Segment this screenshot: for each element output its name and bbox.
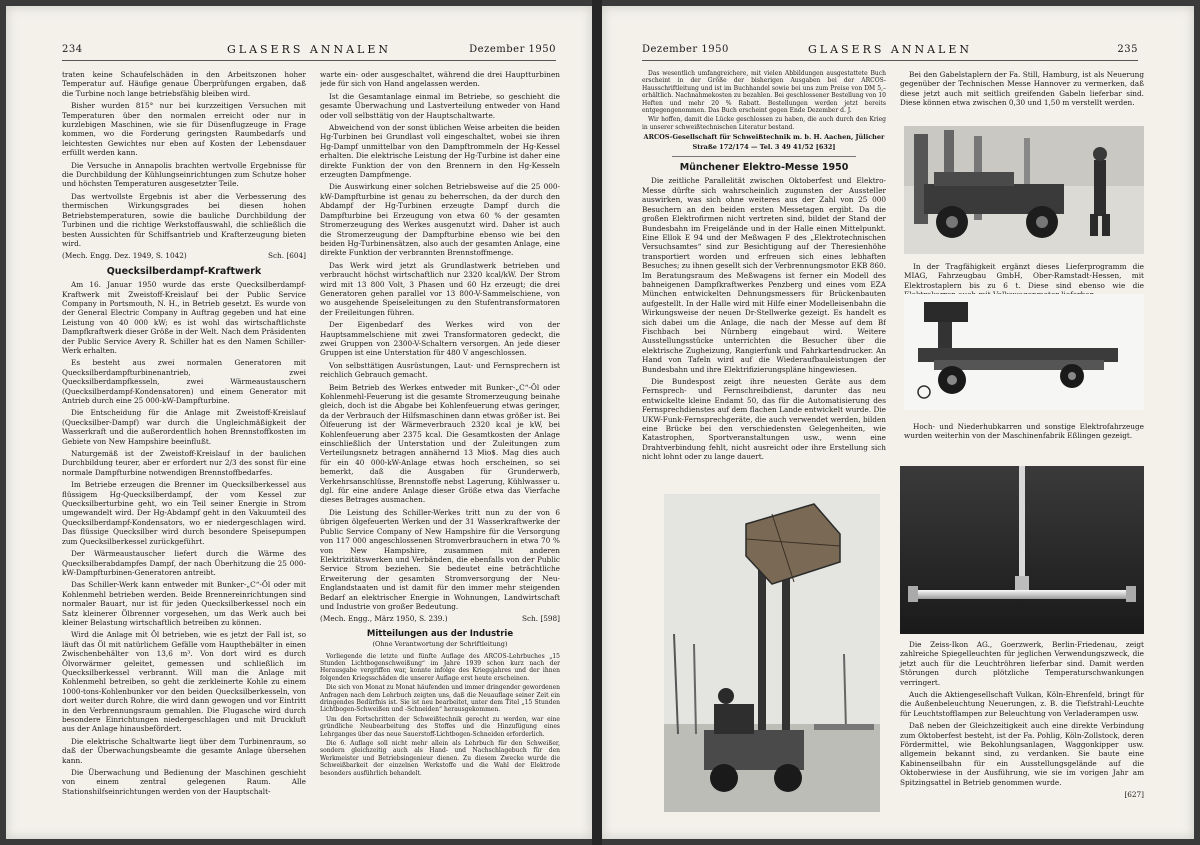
paragraph: Die Versuche in Annapolis brachten wertvolle Ergebnisse für die Durchbildung der Kühlungseinrichtungen zum Schutze hoher und höchsten Temperaturen ausgesetzter Teile. [62, 160, 306, 189]
reference-id: Sch. [598] [521, 614, 560, 624]
truck-photo [904, 126, 1144, 254]
paragraph: Es besteht aus zwei normalen Generatoren mit Quecksilberdampfturbinenantrieb, zwei Quecksilberdampfkesseln, zwei Wärmeaustauschern (Quecksilberdampf-Kondensatoren) und einem Generator mit Antrieb durch eine 25 000-kW-Dampfturbine. [62, 358, 306, 405]
paragraph: Der Wärmeaustauscher liefert durch die Wärme des Quecksilberabdampfes Dampf, der nach Überhitzung die 25 000-kW-Dampfturbinen-Generatoren antreibt. [62, 549, 306, 577]
arcos-address [642, 133, 886, 152]
paragraph: Beim Betrieb des Werkes entweder mit Bunker-„C“-Öl oder Kohlenmehl-Feuerung ist die gesamte Stromerzeugung beinahe gleich, doch ist die Abgabe bei Kohlenfeuerung etwas geringer, da der Verbrauch der Hilfsmaschinen dann etwas größer ist. Bei Ölfeuerung ist der Wärmeverbrauch 2320 kcal je kW, bei Kohlenfeuerung aber 2375 kcal. Die Gesamtkosten der Anlage einschließlich der Unterstation und der Zuleitungen zum Verteilungsnetz betragen annähernd 13 Mio$. Mag dies auch für ein 40 000-kW-Anlage etwas hoch erscheinen, so sei bemerkt, daß die Ausgaben für Grunderwerb, Verkehrsanschlüsse, Brennstoffe nebst Lagerung, Kühlwasser u. dgl. für eine andere Anlage dieser Größe etwa das Vierfache dieses Betrages ausmachen. [320, 382, 560, 505]
paragraph: Ist die Gesamtanlage einmal im Betriebe, so geschieht die gesamte Überwachung und Lastverteilung entweder von Hand oder voll selbsttätig von der Hauptschaltwarte. [320, 91, 560, 120]
cart-caption [904, 422, 1144, 444]
paragraph: Die Auswirkung einer solchen Betriebsweise auf die 25 000-kW-Dampfturbine ist genau zu beherrschen, da der durch den Abdampf der Hg-Turbinen erzeugte Dampf durch die Dampfturbine bei Erzeugung von etwa 60 % der gesamten Stromerzeugung des Werkes ausgenutzt wird. Daher ist auch die Stromerzeugung der Dampfturbine ebenso wie bei den beiden Hg-Turbinensätzen, also auch der gesamten Anlage, eine direkte Funktion der verbrannten Brennstoffmenge. [320, 182, 560, 258]
paragraph: warte ein- oder ausgeschaltet, während die drei Hauptturbinen jede für sich von Hand angelassen werden. [320, 70, 560, 89]
address-text: ARCOS-Gesellschaft für Schweißtechnik m. b. H. Aachen, Jülicher Straße 172/174 — Tel. 3 49 41/52 [643, 133, 885, 151]
left-page [6, 6, 592, 839]
paragraph: Die Zeiss-Ikon AG., Goerzwerk, Berlin-Friedenau, zeigt zahlreiche Spiegelleuchten für jeglichen Verwendungszweck, die jetzt auch für die Leuchtröhren lieferbar sind. Damit werden Störungen durch plötzliche Temperaturschwankungen verringert. [900, 640, 1144, 687]
paragraph: Der Eigenbedarf des Werkes wird von der Hauptsammelschiene mit zwei Transformatoren gedeckt, die zwei Gruppen von 2300-V-Schaltern versorgen. An jede dieser Gruppen ist eine Unterstation für 480 V angeschlossen. [320, 320, 560, 358]
reference-id: Sch. [604] [267, 251, 306, 261]
article-title: Münchener Elektro-Messe 1950 [679, 162, 849, 174]
book-gutter [592, 0, 602, 845]
paragraph: Die Entscheidung für die Anlage mit Zweistoff-Kreislauf (Quecksilber-Dampf) war durch die Ungleichmäßigkeit der Wasserkraft und die außerordentlich hohen Brennstoffkosten im Gebiete von New Hampshire beeinflußt. [62, 408, 306, 446]
arcos-notice [642, 70, 886, 131]
reference-source: (Mech. Engg. Dez. 1949, S. 1042) [62, 251, 187, 261]
issue-date: Dezember 1950 [642, 44, 729, 55]
paragraph: Im Betriebe erzeugen die Brenner im Quecksilberkessel aus flüssigem Hg-Quecksilberdampf, der vom Kessel zur Quecksilberturbine geht, wo ein Teil seiner Energie in Strom umgewandelt wird. Der Hg-Abdampf geht in den Vakuumteil des Quecksilberdampf-Kondensators, wo er niedergeschlagen wird. Das flüssige Quecksilber wird durch besondere Speisepumpen zum Quecksilberkessel zurückgeführt. [62, 480, 306, 546]
paragraph: Das wesentlich umfangreichere, mit vielen Abbildungen ausgestattete Buch erscheint in der Größe der bisherigen Ausgaben bei der ARCOS-Hausschriftleitung und ist im Buchhandel sowie bei uns zum Preise von DM 5,– erhältlich. Nachnahmekosten zu bezahlen. Bei geschlossener Bestellung von 10 Heften und mehr 20 % Rabatt. Bestellungen werden jetzt bereits entgegengenommen. Das Buch erscheint gegen Ende Dezember d. J. [642, 70, 886, 115]
paragraph: Die elektrische Schaltwarte liegt über dem Turbinenraum, so daß der Überwachungsbeamte die gesamte Anlage übersehen kann. [62, 736, 306, 765]
paragraph: Von selbsttätigen Ausrüstungen, Laut- und Fernsprechern ist reichlich Gebrauch gemacht. [320, 360, 560, 380]
paragraph: Die 6. Auflage soll nicht mehr allein als Lehrbuch für den Schweißer, sondern gleichzeitig auch als Hand- und Nachschlagebuch für den Werkmeister und Betriebsingenieur dienen. Zu diesem Zwecke wurde die Schweißbarkeit der einzelnen Werkstoffe und die Wahl der Elektrode besonders ausführlich behandelt. [320, 740, 560, 777]
paragraph: traten keine Schaufelschäden in den Arbeitszonen hoher Temperatur auf. Häufige genaue Überprüfungen ergaben, daß die Turbine noch lange betriebsfähig bleiben wird. [62, 70, 306, 98]
paragraph: Um den Fortschritten der Schweißtechnik gerecht zu werden, war eine gründliche Neubearbeitung des Stoffes und die Hinzufügung eines Lehrganges über das neue Sauerstoff-Lichtbogen-Schneiden erforderlich. [320, 715, 560, 738]
paragraph: Das Werk wird jetzt als Grundlastwerk betrieben und verbraucht höchst wirtschaftlich nur 2320 kcal/kW. Der Strom wird mit 13 800 Volt, 3 Phasen und 60 Hz erzeugt; die drei Generatoren gehen parallel vor 13 800-V-Sammelschiene, von wo ausgehende Speiseleitungen zu den Stufentransformatoren der Freileitungen führen. [320, 260, 560, 317]
paragraph: Hoch- und Niederhubkarren und sonstige Elektrofahrzeuge wurden weiterhin von der Maschinenfabrik Eßlingen gezeigt. [904, 422, 1144, 441]
paragraph: In der Tragfähigkeit ergänzt dieses Lieferprogramm die MIAG, Fahrzeugbau GmbH, Ober-Ramstadt-Hessen, mit Elektrostaplern bis zu 6 t. Diese sind ebenso wie die [904, 262, 1144, 290]
cart-photo [904, 294, 1144, 410]
paragraph: Die Leistung des Schiller-Werkes tritt nun zu der von 6 übrigen ölgefeuerten Werken und der 31 Wasserkraftwerke der Public Service Company of New Hampshire für die Versorgung von 117 000 angeschlossenen Stromverbrauchern in etwa 70 % von New Hampshire, zusammen mit anderen Elektrizitätswerken und Verbänden, die ebenfalls von der Public Service Strom beziehen. Sie bedeutet eine beträchtliche Erweiterung der gesamten Stromversorgung der Neu-Englandstaaten und ist damit für den immer mehr steigenden Bedarf an elektrischer Energie in Wohnungen, Landwirtschaft und Industrie von großer Bedeutung. [320, 507, 560, 611]
right-column-1 [642, 70, 886, 465]
reference-id: [627] [1124, 790, 1144, 800]
paragraph: Bei den Gabelstaplern der Fa. Still, Hamburg, ist als Neuerung gegenüber der Technischen Messe Hannover zu vermerken, daß diese jetzt auch mit seitlich greifenden Gabeln lieferbar sind. Diese können etwa zwischen 0,30 und 1,50 m verstellt werden. [900, 70, 1144, 108]
truck-illustration [904, 126, 1144, 254]
industry-notice [320, 653, 560, 778]
paragraph: Am 16. Januar 1950 wurde das erste Quecksilberdampf-Kraftwerk mit Zweistoff-Kreislauf bei der Public Service Company in Portsmouth, N. H., in Betrieb gesetzt. Es wurde von der General Electric Company in Auftrag gegeben und hat eine Leistung von 40 000 kW; es ist wohl das wirtschaftlichste Dampfkraftwerk dieser Größe in der Welt. Nach dem Präsidenten der Public Service Avery R. Schiller hat es den Namen Schiller-Werk erhalten. [62, 280, 306, 355]
paragraph: Abweichend von der sonst üblichen Weise arbeiten die beiden Hg-Turbinen bei Grundlast voll eingeschaltet, wobei sie ihren Hg-Dampf unmittelbar von den Dampftrommeln der Hg-Kessel erhalten. Die elektrische Leistung der Hg-Turbine ist daher eine direkte Funktion der von den Brennern in den Hg-Kesseln erzeugten Dampfmenge. [320, 123, 560, 180]
paragraph: Wir hoffen, damit die Lücke geschlossen zu haben, die auch durch den Krieg in unserer schweißtechnischen Literatur bestand. [642, 116, 886, 131]
cart-illustration [904, 294, 1144, 410]
paragraph: Bisher wurden 815° nur bei kurzzeitigen Versuchen mit Temperaturen über den normalen erreicht oder nur in kurzlebigen Maschinen, wie sie für Düsenflugzeuge in Frage kommen, wo die Forderung geringsten Raumbedarfs und leichtesten Gewichtes nur eben auf Kosten der Lebensdauer erfüllt werden kann. [62, 101, 306, 158]
section-title: Mitteilungen aus der Industrie [366, 628, 514, 639]
paragraph: Die Überwachung und Bedienung der Maschinen geschieht von einem zentral gelegenen Raum. Alle Stationshilfseinrichtungen werden von der Hauptschalt- [62, 768, 306, 796]
forklift-photo [664, 494, 880, 812]
reference-line [320, 614, 560, 623]
running-head-right [642, 42, 1138, 61]
paragraph: Die sich von Monat zu Monat häufenden und immer dringender gewordenen Anfragen nach dem Lehrbuch zeigten uns, daß die Neuauflage seiner Zeit ein dringendes Bedürfnis ist. Sie ist neu bearbeitet, unter dem Titel „15 Stunden Lichtbogen-Schweißen und -Schneiden“ herausgekommen. [320, 684, 560, 714]
section-subtitle: (Ohne Verantwortung der Schriftleitung) [372, 640, 508, 649]
reference-id: [632] [815, 142, 836, 151]
paragraph: Daß neben der Gleichzeitigkeit auch eine direkte Verbindung zum Oktoberfest besteht, ist der Fa. Pohlig, Köln-Zollstock, deren Fördermittel, wie Bekohlungsanlagen, Waggonkipper usw. allgemein bekannt sind, zu verdanken. Sie baute eine Kabinenseilbahn für ein Ausstellungsgelände auf die Oktoberwiese in der Ausführung, wie sie im vorigen Jahr am Spitzingsattel in Betrieb genommen wurde. [900, 721, 1144, 787]
paragraph: Auch die Aktiengesellschaft Vulkan, Köln-Ehrenfeld, bringt für die Außenbeleuchtung Neuerungen, z. B. die Tiefstrahl-Leuchte für Leuchtstofflampen zur Beleuchtung von Verladerampen usw. [900, 690, 1144, 718]
paragraph: Vorliegende die letzte und fünfte Auflage des ARCOS-Lehrbuches „15 Stunden Lichtbogenschweißung“ im Jahre 1939 schon kurz nach der Herausgabe vergriffen war, konnte infolge des Kriegsjahres und der ihnen folgenden Kriegsschäden die unserer Auflage erst heute erscheinen. [320, 652, 560, 682]
issue-date: Dezember 1950 [469, 44, 556, 55]
page-number: 234 [62, 44, 83, 55]
paragraph: Die Bundespost zeigt ihre neuesten Geräte aus dem Fernsprech- und Fernschreibdienst, darunter das neu entwickelte kleine Endamt 50, das für die Automatisierung des Fernsprechdienstes auf dem flachen Lande entwickelt wurde. Die UKW-Funk-Fernsprechgeräte, die auch verwendet werden, bilden eine Brücke bei den verschiedensten Gelegenheiten, wie Katastrophen, Sportveranstaltungen usw., wenn eine Drahtverbindung fehlt, nicht ausreicht oder ihre Erstellung sich nicht lohnt oder zu lange dauert. [642, 377, 886, 462]
forklift-illustration [664, 494, 880, 812]
left-column-2 [320, 70, 560, 819]
lamp-photo [900, 466, 1144, 634]
left-column-1 [62, 70, 306, 819]
paragraph: Das Schiller-Werk kann entweder mit Bunker-„C“-Öl oder mit Kohlenmehl betrieben werden. Beide Brennereinrichtungen sind normaler Bauart, nur ist für jeden Quecksilberkessel noch ein Satz kleinerer Ölbrenner vorgesehen, um das Werk auch bei kleiner Belastung wirtschaftlich betreiben zu können. [62, 580, 306, 627]
lamp-caption [900, 640, 1144, 800]
lamp-illustration [900, 466, 1144, 634]
running-head-left [62, 42, 556, 61]
page-number: 235 [1117, 44, 1138, 55]
journal-title: GLASERS ANNALEN [807, 43, 972, 56]
article-title: Quecksilberdampf-Kraftwerk [106, 265, 262, 277]
reference-line [62, 251, 306, 260]
reference-source: (Mech. Engg., März 1950, S. 239.) [320, 614, 448, 624]
paragraph: Das wertvollste Ergebnis ist aber die Verbesserung des thermischen Wirkungsgrades bei diesen hohen Betriebstemperaturen, sowie die bauliche Durchbildung der Turbinen und die richtige Werkstoffauswahl, die schließlich die besten Aussichten für Schiffsantrieb und Krafterzeugung bieten wird. [62, 191, 306, 248]
journal-title: GLASERS ANNALEN [226, 43, 391, 56]
paragraph: Die zeitliche Parallelität zwischen Oktoberfest und Elektro-Messe dürfte sich wahrscheinlich zugunsten der Aussteller auswirken, was sich ohne weiteres aus der Zahl von 25 000 Besuchern an den beiden ersten Messetagen ergibt. Da die großen Elektrofirmen nicht vertreten sind, bildet der Stand der Bundesbahn im Freigelände und in der Halle einen Mittelpunkt. Eine Ellok E 94 und der Meßwagen F des „Elektrotechnischen Versuchsamtes“ sind zur Besichtigung auf der Theresienhöhe transportiert worden und erfreuen sich eines lebhaften Besuches; zu ihnen gesellt sich der Verbrennungsmotor EKB 860. Im Beratungsraum des Meßwagens ist ferner ein Modell des bahneigenen Dampfkraftwerkes Penzberg und eines vom EZA München entwickelten Dehnungsmessers für Brückenbauten aufgestellt. In der Halle wird mit Hilfe einer Modelleisenbahn die Wirkungsweise der neuen Dr-Stellwerke gezeigt. Es handelt es sich dabei um die Anlage, die nach der Messe auf dem Bf Fischbach bei Nürnberg eingebaut wird. Weitere Ausstellungsstücke unterrichten die Besucher über die elektrische Zugheizung, Rangierfunk und Fahrkartendrucker. An Hand von Tafeln wird auf die Wiederaufbauleistungen der Bundesbahn und ihre Elektrifizierungspläne hingewiesen. [642, 176, 886, 374]
right-page [602, 6, 1194, 839]
paragraph: Naturgemäß ist der Zweistoff-Kreislauf in der baulichen Durchbildung teurer, aber er erfordert nur 2/3 des sonst für eine normale Dampfturbine notwendigen Brennstoffbedarfes. [62, 449, 306, 477]
paragraph: Wird die Anlage mit Öl betrieben, wie es jetzt der Fall ist, so läuft das Öl mit natürlichem Gefälle vom Haupthebälter in einen Zwischenbehälter von 13,6 m³. Von dort wird es durch Ölvorwärmer geleitet, gemessen und schließlich im Quecksilberkessel verbrannt. Will man die Anlage mit Kohlenmehl betreiben, so geht die zerkleinerte Kohle zu einem 1000-tons-Kohlenbunker vor den beiden Quecksilberkesseln, von dort weiter durch Rohre, die wird dann gewogen und vor Eintritt in den Verbrennungsraum gemahlen. Die Flugasche wird durch besondere Einrichtungen niedergeschlagen und mit Druckluft aus der Anlage hinausbefördert. [62, 630, 306, 734]
divider [672, 156, 856, 157]
